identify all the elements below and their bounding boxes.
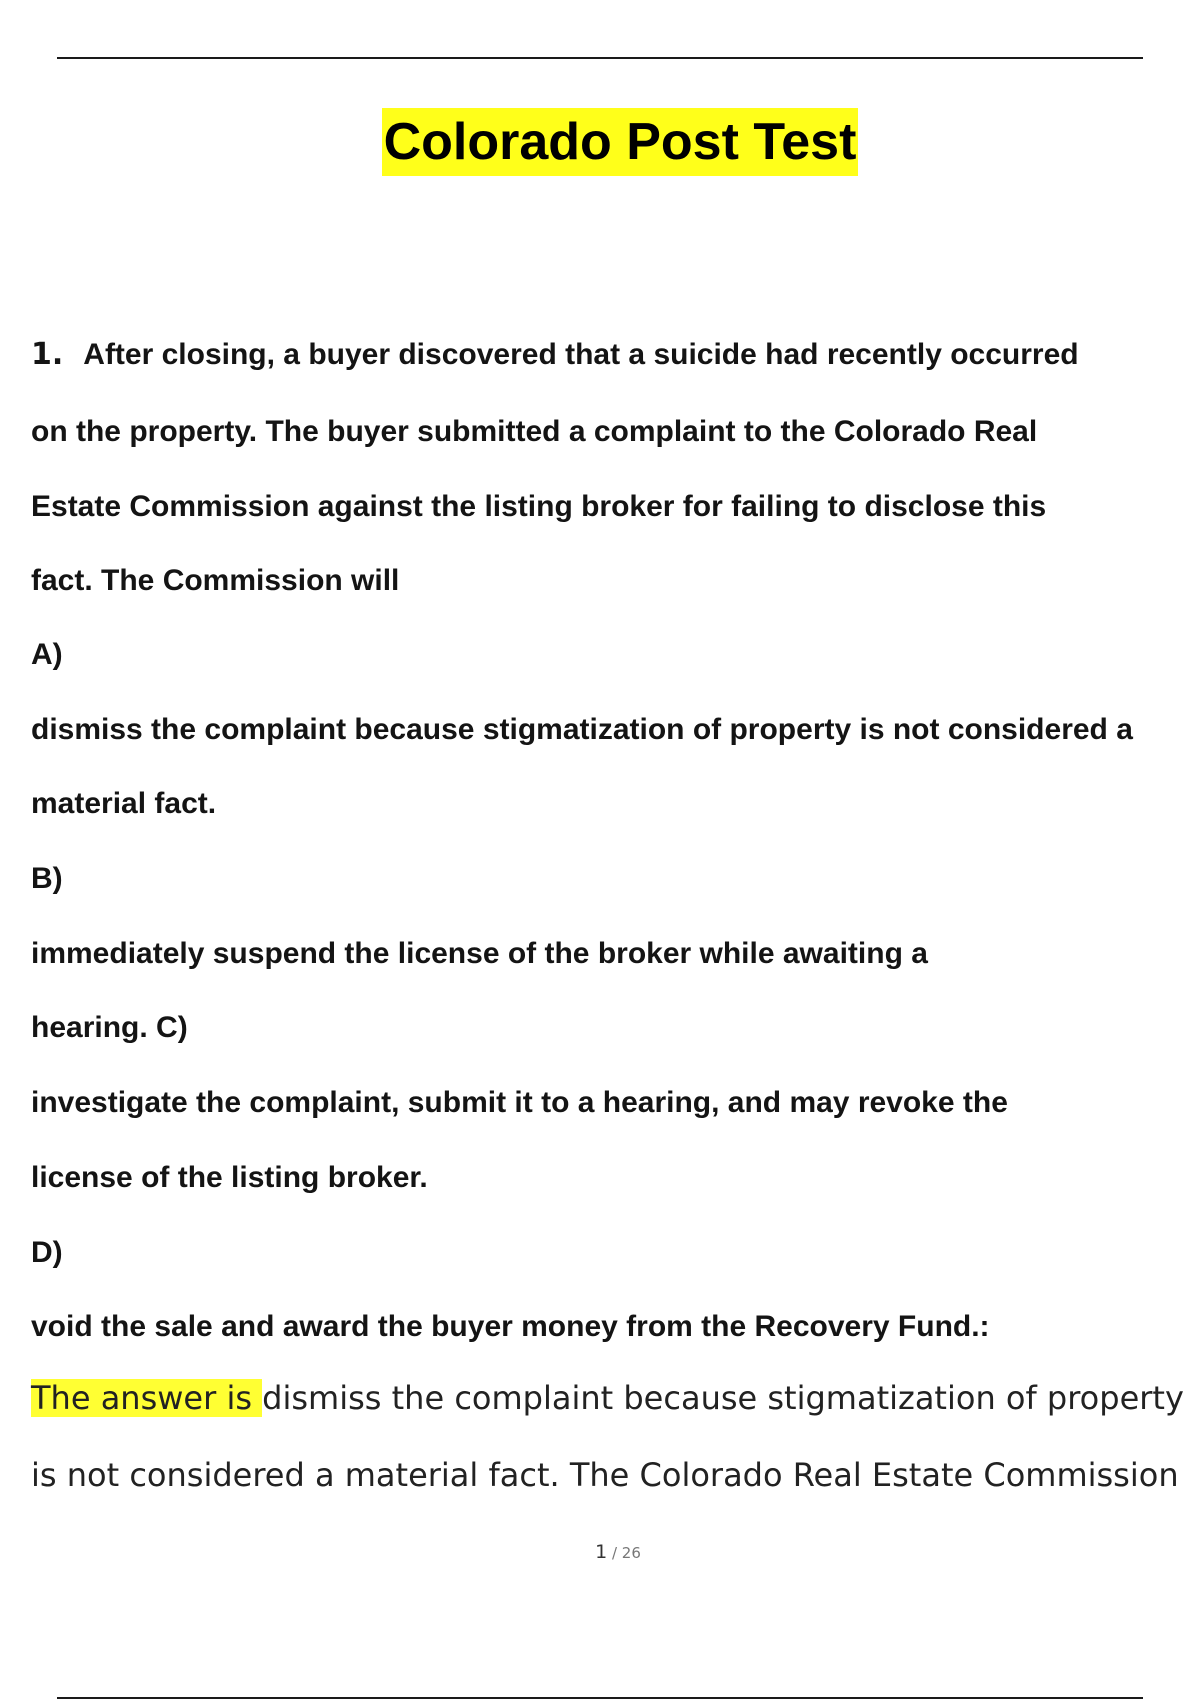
page-total: / 26 (607, 1544, 641, 1562)
option-d-label: D) (31, 1236, 63, 1269)
page-current: 1 (595, 1541, 608, 1563)
title-container (0, 108, 1200, 176)
top-rule (57, 57, 1143, 59)
document-title: Colorado Post Test (382, 108, 859, 176)
question-number: 1. (31, 337, 64, 372)
option-a-text-line-2: material fact. (31, 787, 217, 820)
option-b-label: B) (31, 862, 63, 895)
answer-line-2: is not considered a material fact. The Colorado Real Estate Commission (31, 1456, 1179, 1494)
answer-line-1 (31, 1376, 1184, 1420)
bottom-rule (57, 1697, 1143, 1699)
option-c-text-line-2: license of the listing broker. (31, 1161, 428, 1194)
question-stem-line-1 (31, 335, 1079, 375)
option-b-text-line-2: hearing. C) (31, 1011, 188, 1044)
answer-prefix-highlight: The answer is (31, 1379, 263, 1417)
question-stem-line-3: Estate Commission against the listing broker for failing to disclose this (31, 490, 1047, 523)
option-b-text-line-1: immediately suspend the license of the broker while awaiting a (31, 937, 928, 970)
question-stem-line-4: fact. The Commission will (31, 564, 400, 597)
option-a-label: A) (31, 638, 63, 671)
question-stem-text: After closing, a buyer discovered that a suicide had recently occurred (83, 338, 1079, 371)
option-a-text-line-1: dismiss the complaint because stigmatization of property is not considered a (31, 713, 1133, 746)
option-c-text-line-1: investigate the complaint, submit it to a hearing, and may revoke the (31, 1086, 1008, 1119)
page-indicator (0, 1541, 1200, 1563)
question-stem-line-2: on the property. The buyer submitted a complaint to the Colorado Real (31, 415, 1038, 448)
option-d-text-line-1: void the sale and award the buyer money from the Recovery Fund.: (31, 1310, 990, 1343)
answer-text-1: dismiss the complaint because stigmatization of property (262, 1379, 1184, 1417)
